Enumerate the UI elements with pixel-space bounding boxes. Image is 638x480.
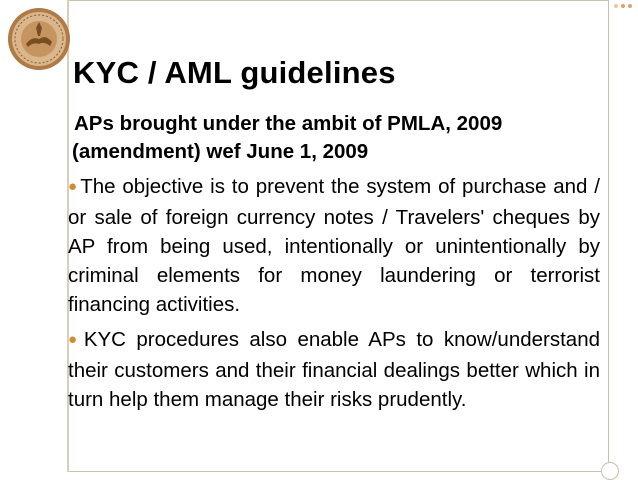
bullet-item xyxy=(68,172,600,319)
bullet-dot-icon: ● xyxy=(68,178,79,195)
corner-dot xyxy=(614,4,618,8)
corner-dots xyxy=(614,4,632,8)
bullet-text: KYC procedures also enable APs to know/understand their customers and their financial dealings better which in turn help them manage their risks prudently. xyxy=(68,328,601,411)
reserve-bank-seal-logo xyxy=(6,6,72,72)
bullet-dot-icon: ● xyxy=(68,331,82,348)
bullet-text: The objective is to prevent the system of purchase and / or sale of foreign currency notes / Travelers' cheques by AP from being used, intentionally or unintentionally by criminal elements for money laundering or terrorist financing activities. xyxy=(68,175,600,316)
corner-dot xyxy=(628,4,632,8)
page-indicator xyxy=(601,462,619,480)
bullet-item xyxy=(68,325,600,414)
subtitle-line-1: APs brought under the ambit of PMLA, 2009 xyxy=(74,112,503,135)
subtitle xyxy=(72,110,607,166)
subtitle-line-2: (amendment) wef June 1, 2009 xyxy=(72,140,369,163)
corner-dot xyxy=(621,4,625,8)
slide-title: KYC / AML guidelines xyxy=(73,55,396,90)
bullet-list xyxy=(68,172,600,420)
